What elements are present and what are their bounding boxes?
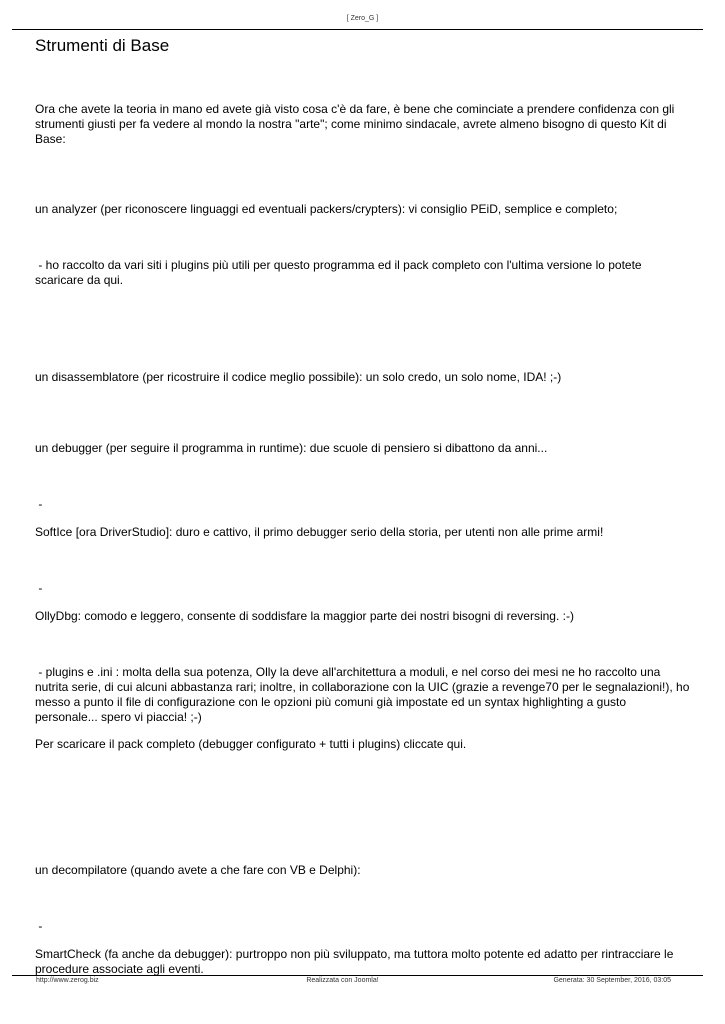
footer-divider <box>12 975 703 976</box>
page-header: [ Zero_G ] <box>346 15 379 22</box>
article-title: Strumenti di Base <box>35 36 170 55</box>
list-dash: - <box>35 581 43 595</box>
paragraph-intro: Ora che avete la teoria in mano ed avete già visto cosa c'è da fare, è bene che cominciate a prendere confidenza con gli strumenti giusti per fa vedere al mondo la nostra "arte"; come minimo sindacale, avrete almeno bisogno di questo Kit di Base: <box>35 102 675 146</box>
footer-generated-date: Generata: 30 September, 2016, 03:05 <box>553 977 671 984</box>
header-divider <box>12 29 703 30</box>
paragraph-download-pack: Per scaricare il pack completo (debugger configurato + tutti i plugins) cliccate qui. <box>35 737 467 751</box>
footer-credit: Realizzata con Joomla! <box>306 977 379 984</box>
paragraph-analyzer: un analyzer (per riconoscere linguaggi ed eventuali packers/crypters): vi consiglio PEiD, semplice e completo; <box>35 202 618 216</box>
paragraph-peid-plugins: - ho raccolto da vari siti i plugins più utili per questo programma ed il pack completo con l'ultima versione lo potete scaricare da qui. <box>35 258 645 287</box>
paragraph-olly-plugins: - plugins e .ini : molta della sua potenza, Olly la deve all'architettura a moduli, e nel corso dei mesi ne ho raccolto una nutrita serie, di cui alcuni abbastanza rari; inoltre, in collaborazione con la UIC (grazie a revenge70 per le segnalazioni!), ho messo a punto il file di configurazione con le opzioni più comuni già impostate ed un syntax highlighting a gusto personale... spero vi piaccia! ;-) <box>35 665 693 724</box>
paragraph-decompiler: un decompilatore (quando avete a che fare con VB e Delphi): <box>35 863 361 877</box>
paragraph-smartcheck: SmartCheck (fa anche da debugger): purtroppo non più sviluppato, ma tuttora molto potente ed adatto per rintracciare le procedure associate agli eventi. <box>35 947 674 976</box>
paragraph-disassembler: un disassemblatore (per ricostruire il codice meglio possibile): un solo credo, un solo nome, IDA! ;-) <box>35 370 562 384</box>
paragraph-debugger: un debugger (per seguire il programma in runtime): due scuole di pensiero si dibattono da anni... <box>35 441 548 455</box>
list-dash: - <box>35 497 43 511</box>
list-dash: - <box>35 919 43 933</box>
paragraph-ollydbg: OllyDbg: comodo e leggero, consente di soddisfare la maggior parte dei nostri bisogni di reversing. :-) <box>35 609 574 623</box>
paragraph-softice: SoftIce [ora DriverStudio]: duro e cattivo, il primo debugger serio della storia, per utenti non alle prime armi! <box>35 525 604 539</box>
footer-url-link[interactable]: http://www.zerog.biz <box>36 977 99 984</box>
